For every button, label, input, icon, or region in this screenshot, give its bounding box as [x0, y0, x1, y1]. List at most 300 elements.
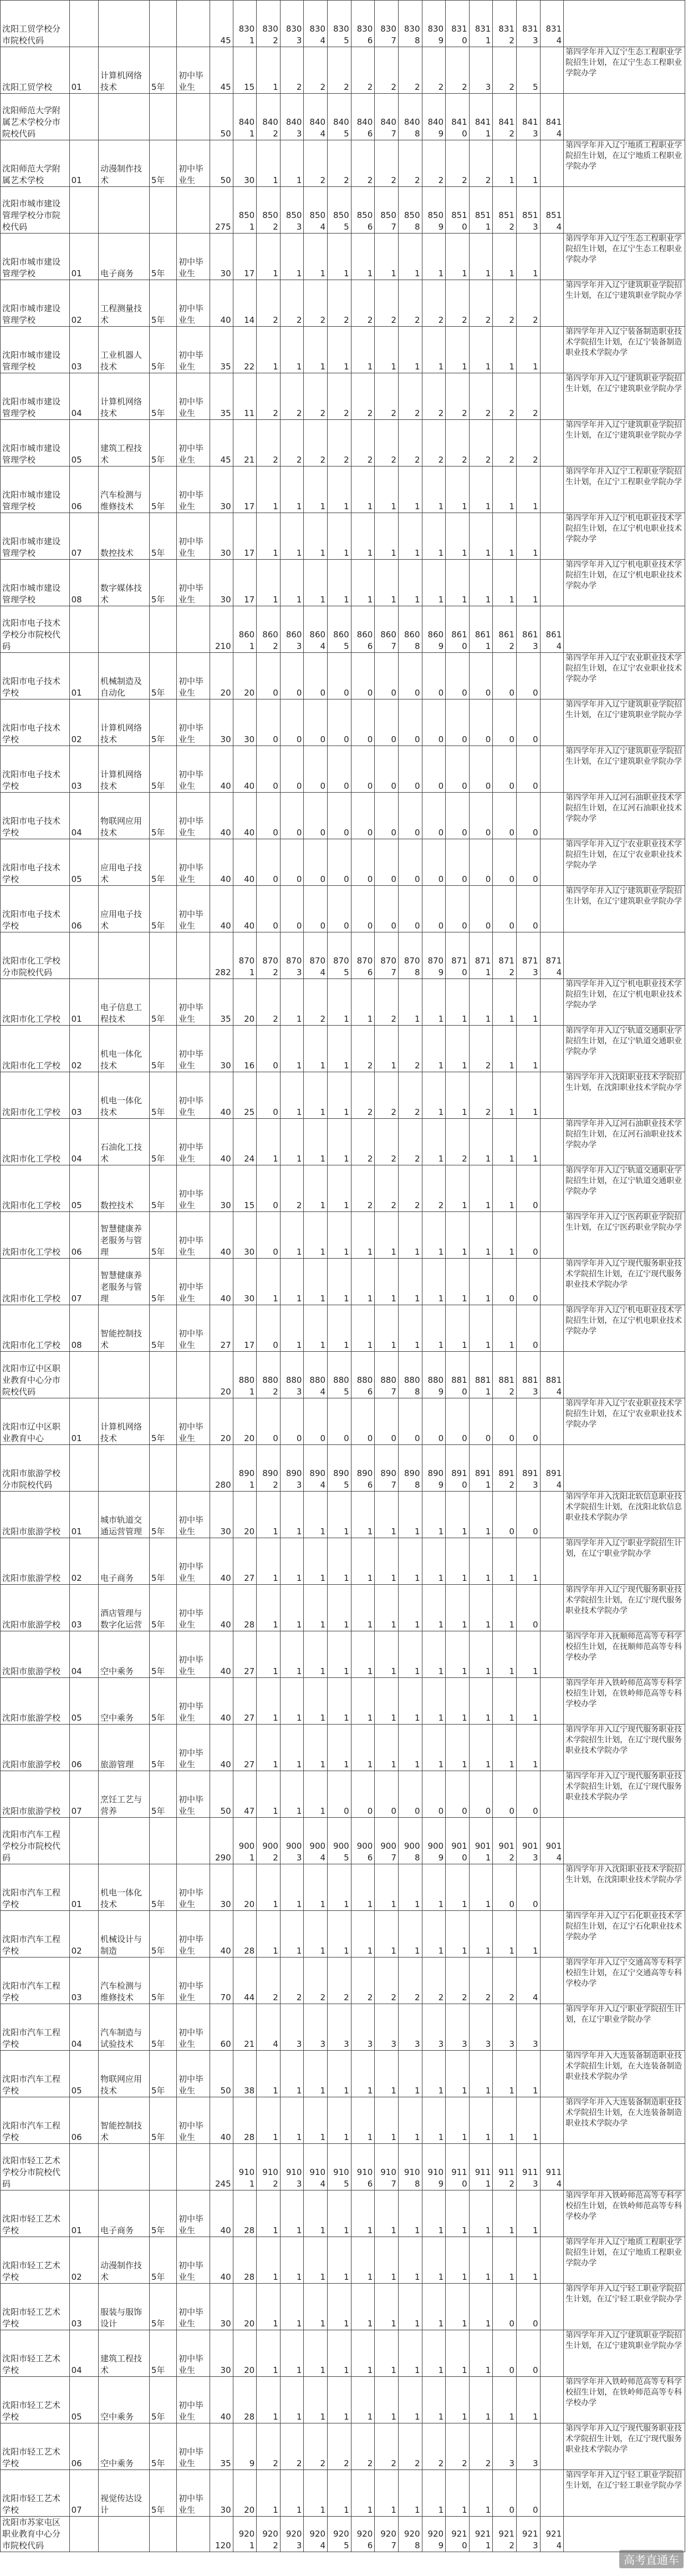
- major-name-cell: 酒店管理与数字化运营: [99, 1585, 150, 1631]
- region-plan-cell: 2: [351, 1026, 375, 1072]
- major-code-cell: 01: [69, 1492, 98, 1538]
- level-cell: 初中毕业生: [177, 979, 210, 1026]
- remark-cell: 第四学年并入辽宁机电职业技术学院招生计划，在辽宁机电职业技术学院办学: [564, 560, 685, 606]
- region-code-cell: 8508: [398, 187, 422, 234]
- major-code-cell: [69, 94, 98, 140]
- region-plan-cell: 0: [446, 1398, 470, 1445]
- level-cell: 初中毕业生: [177, 1492, 210, 1538]
- region-plan-cell: 1: [351, 1725, 375, 1771]
- region-plan-cell: 2: [257, 1958, 281, 2004]
- plan-total-cell: 45: [210, 1, 233, 47]
- major-code-cell: 04: [69, 1631, 98, 1678]
- region-plan-cell: 2: [375, 1072, 399, 1119]
- region-plan-cell: 1: [375, 2237, 399, 2284]
- school-name-cell: 沈阳市轻工艺术学校分市院校代码: [1, 2144, 70, 2190]
- table-row: [1, 839, 685, 886]
- region-plan-cell: 1: [375, 1631, 399, 1678]
- major-name-cell: 应用电子技术: [99, 886, 150, 932]
- region-code-cell: 9010: [446, 1818, 470, 1864]
- region-plan-cell: 1: [516, 560, 540, 606]
- region-plan-cell: 0: [516, 1492, 540, 1538]
- region-plan-cell: 2: [469, 1958, 493, 2004]
- region-plan-cell: 0: [469, 839, 493, 886]
- plan-total-cell: 40: [210, 793, 233, 839]
- table-row: [1, 2377, 685, 2423]
- region-plan-cell: 2: [257, 979, 281, 1026]
- region-plan-cell: 1: [375, 560, 399, 606]
- school-name-cell: 沈阳市电子技术学校: [1, 839, 70, 886]
- region-plan-cell: 1: [280, 979, 304, 1026]
- region-plan-cell: 1: [493, 1911, 517, 1958]
- region-plan-cell: 0: [422, 653, 446, 699]
- region-plan-cell: 0: [446, 886, 470, 932]
- region-plan-cell: 1: [398, 2330, 422, 2377]
- duration-cell: 5年: [149, 513, 176, 560]
- duration-cell: 5年: [149, 1259, 176, 1305]
- region-plan-cell: 27: [233, 1725, 257, 1771]
- region-plan-cell: 0: [257, 653, 281, 699]
- table-row: [1, 2097, 685, 2144]
- plan-total-cell: 40: [210, 1725, 233, 1771]
- region-code-cell: 8514: [540, 187, 564, 234]
- remark-cell: [564, 187, 685, 234]
- region-plan-cell: 0: [516, 1212, 540, 1259]
- table-body: [1, 1, 685, 2552]
- region-plan-cell: 2: [351, 1958, 375, 2004]
- table-row: [1, 2051, 685, 2097]
- region-code-cell: 8312: [493, 1, 517, 47]
- region-code-cell: 8513: [516, 187, 540, 234]
- region-plan-cell: 1: [375, 1259, 399, 1305]
- level-cell: 初中毕业生: [177, 513, 210, 560]
- major-code-cell: 07: [69, 1259, 98, 1305]
- table-row: [1, 1072, 685, 1119]
- region-plan-cell: 1: [469, 2237, 493, 2284]
- region-plan-cell: 1: [516, 2097, 540, 2144]
- major-name-cell: 计算机网络技术: [99, 746, 150, 793]
- region-plan-cell: 1: [375, 2051, 399, 2097]
- region-plan-cell: 3: [375, 2004, 399, 2051]
- region-plan-cell: 1: [493, 1305, 517, 1352]
- school-name-cell: 沈阳市轻工艺术学校: [1, 2423, 70, 2470]
- level-cell: 初中毕业生: [177, 234, 210, 280]
- duration-cell: [149, 1445, 176, 1492]
- region-plan-cell: 1: [398, 234, 422, 280]
- remark-cell: 第四学年并入辽宁建筑职业学院招生计划，在辽宁建筑职业学院办学: [564, 699, 685, 746]
- region-plan-cell: 1: [304, 1911, 328, 1958]
- region-code-cell: 8805: [328, 1352, 351, 1398]
- region-code-cell: 8305: [328, 1, 351, 47]
- table-row: [1, 2330, 685, 2377]
- region-plan-cell: 1: [375, 1026, 399, 1072]
- duration-cell: 5年: [149, 373, 176, 420]
- region-plan-cell: 1: [304, 1305, 328, 1352]
- major-code-cell: 08: [69, 560, 98, 606]
- plan-total-cell: 70: [210, 1958, 233, 2004]
- major-name-cell: 数控技术: [99, 1165, 150, 1212]
- school-name-cell: 沈阳市化工学校: [1, 1305, 70, 1352]
- plan-total-cell: 30: [210, 2470, 233, 2517]
- region-plan-cell: 1: [280, 2190, 304, 2237]
- region-plan-cell: 1: [304, 234, 328, 280]
- remark-cell: 第四学年并入辽宁建筑职业学院招生计划，在辽宁建筑职业学院办学: [564, 280, 685, 327]
- region-plan-cell: 1: [446, 1026, 470, 1072]
- school-name-cell: 沈阳市城市建设管理学校: [1, 234, 70, 280]
- school-name-cell: 沈阳市旅游学校: [1, 1631, 70, 1678]
- region-plan-cell: 0: [469, 886, 493, 932]
- region-plan-cell: 0: [280, 746, 304, 793]
- major-name-cell: 智慧健康养老服务与管理: [99, 1212, 150, 1259]
- region-plan-cell: [540, 234, 564, 280]
- major-code-cell: 04: [69, 373, 98, 420]
- region-code-cell: 8906: [351, 1445, 375, 1492]
- region-plan-cell: 1: [422, 2237, 446, 2284]
- school-name-cell: 沈阳市城市建设管理学校: [1, 466, 70, 513]
- table-row: [1, 1259, 685, 1305]
- major-code-cell: 01: [69, 1398, 98, 1445]
- region-plan-cell: 1: [422, 560, 446, 606]
- major-name-cell: 计算机网络技术: [99, 1398, 150, 1445]
- major-code-cell: 01: [69, 47, 98, 94]
- region-plan-cell: [540, 1305, 564, 1352]
- region-plan-cell: 1: [257, 1119, 281, 1165]
- region-plan-cell: 0: [422, 793, 446, 839]
- region-code-cell: 8501: [233, 187, 257, 234]
- region-plan-cell: 1: [398, 327, 422, 373]
- school-name-cell: 沈阳市汽车工程学校: [1, 1911, 70, 1958]
- major-name-cell: 机电一体化技术: [99, 1026, 150, 1072]
- region-plan-cell: 0: [398, 746, 422, 793]
- region-plan-cell: 0: [493, 2284, 517, 2330]
- region-plan-cell: 1: [516, 1119, 540, 1165]
- region-plan-cell: 1: [351, 234, 375, 280]
- region-code-cell: 9113: [516, 2144, 540, 2190]
- region-plan-cell: [540, 2051, 564, 2097]
- region-plan-cell: 1: [446, 1631, 470, 1678]
- major-code-cell: [69, 2517, 98, 2552]
- region-plan-cell: 1: [398, 1305, 422, 1352]
- region-code-cell: 9107: [375, 2144, 399, 2190]
- region-plan-cell: 1: [516, 1072, 540, 1119]
- plan-total-cell: 50: [210, 1771, 233, 1818]
- region-plan-cell: 1: [493, 513, 517, 560]
- region-code-cell: 8806: [351, 1352, 375, 1398]
- region-code-cell: 9210: [446, 2517, 470, 2552]
- region-plan-cell: 3: [446, 2004, 470, 2051]
- region-code-cell: 8609: [422, 606, 446, 653]
- region-code-cell: 8606: [351, 606, 375, 653]
- region-plan-cell: 1: [257, 47, 281, 94]
- region-plan-cell: 2: [257, 420, 281, 466]
- level-cell: 初中毕业生: [177, 1119, 210, 1165]
- region-plan-cell: 1: [328, 1259, 351, 1305]
- region-plan-cell: 1: [422, 327, 446, 373]
- region-plan-cell: [540, 653, 564, 699]
- remark-cell: 第四学年并入辽宁现代服务职业技术学院招生计划，在辽宁现代服务职业技术学院办学: [564, 1585, 685, 1631]
- region-plan-cell: 2: [257, 2423, 281, 2470]
- region-plan-cell: 1: [398, 1259, 422, 1305]
- region-plan-cell: 0: [446, 746, 470, 793]
- region-plan-cell: 28: [233, 1585, 257, 1631]
- table-row: [1, 1538, 685, 1585]
- region-plan-cell: [540, 979, 564, 1026]
- region-plan-cell: 1: [280, 1259, 304, 1305]
- remark-cell: 第四学年并入辽宁现代服务职业技术学院招生计划，在辽宁现代服务职业技术学院办学: [564, 1771, 685, 1818]
- region-plan-cell: 1: [493, 1631, 517, 1678]
- major-code-cell: 05: [69, 420, 98, 466]
- region-code-cell: 9012: [493, 1818, 517, 1864]
- region-plan-cell: 1: [422, 513, 446, 560]
- region-plan-cell: 1: [516, 2190, 540, 2237]
- region-plan-cell: 0: [328, 1398, 351, 1445]
- table-row: [1, 234, 685, 280]
- table-row: [1, 1212, 685, 1259]
- region-code-cell: 9201: [233, 2517, 257, 2552]
- school-name-cell: 沈阳市化工学校: [1, 1165, 70, 1212]
- region-plan-cell: 1: [422, 2377, 446, 2423]
- region-plan-cell: 1: [493, 560, 517, 606]
- region-code-cell: 8604: [304, 606, 328, 653]
- level-cell: 初中毕业生: [177, 1864, 210, 1911]
- major-code-cell: 04: [69, 2330, 98, 2377]
- region-plan-cell: 1: [304, 1631, 328, 1678]
- region-plan-cell: 2: [375, 1119, 399, 1165]
- region-plan-cell: 2: [398, 280, 422, 327]
- region-plan-cell: 1: [304, 2190, 328, 2237]
- region-plan-cell: 0: [516, 653, 540, 699]
- region-code-cell: 8809: [422, 1352, 446, 1398]
- school-code-row: [1, 2517, 685, 2552]
- region-plan-cell: 3: [469, 2004, 493, 2051]
- major-name-cell: [99, 932, 150, 979]
- region-plan-cell: [540, 839, 564, 886]
- duration-cell: 5年: [149, 2051, 176, 2097]
- region-code-cell: 8413: [516, 94, 540, 140]
- region-plan-cell: 1: [493, 1119, 517, 1165]
- region-code-cell: 8309: [422, 1, 446, 47]
- major-name-cell: 石油化工技术: [99, 1119, 150, 1165]
- remark-cell: [564, 1352, 685, 1398]
- plan-total-cell: 40: [210, 280, 233, 327]
- region-plan-cell: 1: [328, 2470, 351, 2517]
- region-code-cell: 9105: [328, 2144, 351, 2190]
- region-plan-cell: 2: [446, 1119, 470, 1165]
- region-code-cell: 8605: [328, 606, 351, 653]
- region-plan-cell: 1: [257, 2470, 281, 2517]
- school-name-cell: 沈阳市城市建设管理学校: [1, 560, 70, 606]
- region-plan-cell: 21: [233, 420, 257, 466]
- region-plan-cell: 0: [446, 653, 470, 699]
- region-code-cell: 8505: [328, 187, 351, 234]
- region-plan-cell: 1: [422, 979, 446, 1026]
- region-plan-cell: 1: [398, 1864, 422, 1911]
- region-plan-cell: 1: [280, 560, 304, 606]
- region-plan-cell: 1: [375, 2377, 399, 2423]
- school-name-cell: 沈阳市旅游学校: [1, 1771, 70, 1818]
- region-plan-cell: 0: [257, 1165, 281, 1212]
- duration-cell: 5年: [149, 466, 176, 513]
- school-name-cell: 沈阳市化工学校: [1, 979, 70, 1026]
- region-plan-cell: 1: [328, 466, 351, 513]
- region-plan-cell: 3: [422, 2004, 446, 2051]
- region-plan-cell: 0: [493, 699, 517, 746]
- region-plan-cell: 2: [304, 47, 328, 94]
- region-code-cell: 8907: [375, 1445, 399, 1492]
- school-name-cell: 沈阳市汽车工程学校: [1, 2097, 70, 2144]
- plan-total-cell: 245: [210, 2144, 233, 2190]
- plan-total-cell: 60: [210, 2004, 233, 2051]
- region-plan-cell: 1: [257, 1538, 281, 1585]
- level-cell: 初中毕业生: [177, 1538, 210, 1585]
- region-plan-cell: 0: [375, 839, 399, 886]
- major-name-cell: 汽车制造与试验技术: [99, 2004, 150, 2051]
- region-plan-cell: 17: [233, 1305, 257, 1352]
- major-name-cell: [99, 187, 150, 234]
- region-plan-cell: 0: [280, 653, 304, 699]
- region-plan-cell: 2: [493, 1958, 517, 2004]
- region-code-cell: 8414: [540, 94, 564, 140]
- region-code-cell: 8908: [398, 1445, 422, 1492]
- table-row: [1, 1492, 685, 1538]
- region-code-cell: 8602: [257, 606, 281, 653]
- major-code-cell: 05: [69, 2051, 98, 2097]
- region-plan-cell: 17: [233, 234, 257, 280]
- region-plan-cell: 0: [516, 1771, 540, 1818]
- region-plan-cell: 9: [233, 2423, 257, 2470]
- region-plan-cell: 0: [375, 653, 399, 699]
- region-plan-cell: 1: [257, 1631, 281, 1678]
- region-plan-cell: 1: [493, 1026, 517, 1072]
- major-code-cell: 02: [69, 1911, 98, 1958]
- region-plan-cell: 1: [304, 513, 328, 560]
- level-cell: [177, 187, 210, 234]
- region-code-cell: 8706: [351, 932, 375, 979]
- region-plan-cell: 1: [446, 234, 470, 280]
- region-code-cell: 9111: [469, 2144, 493, 2190]
- remark-cell: 第四学年并入辽宁装备制造职业技术学院招生计划，在辽宁装备制造职业技术学院办学: [564, 327, 685, 373]
- major-name-cell: 机电一体化技术: [99, 1864, 150, 1911]
- duration-cell: 5年: [149, 1958, 176, 2004]
- region-plan-cell: 2: [398, 373, 422, 420]
- major-name-cell: 汽车检测与维修技术: [99, 466, 150, 513]
- region-plan-cell: 1: [328, 2237, 351, 2284]
- region-plan-cell: 2: [304, 140, 328, 187]
- level-cell: 初中毕业生: [177, 1165, 210, 1212]
- remark-cell: 第四学年并入辽宁建筑职业学院招生计划，在辽宁建筑职业学院办学: [564, 886, 685, 932]
- region-plan-cell: 20: [233, 979, 257, 1026]
- region-plan-cell: 0: [257, 839, 281, 886]
- region-code-cell: 9214: [540, 2517, 564, 2552]
- region-code-cell: 9004: [304, 1818, 328, 1864]
- school-name-cell: 沈阳工贸学校分市院校代码: [1, 1, 70, 47]
- region-plan-cell: 1: [398, 513, 422, 560]
- school-code-row: [1, 2144, 685, 2190]
- region-plan-cell: 0: [351, 746, 375, 793]
- region-plan-cell: 2: [469, 2423, 493, 2470]
- region-plan-cell: 1: [446, 1911, 470, 1958]
- region-plan-cell: 1: [257, 2330, 281, 2377]
- duration-cell: 5年: [149, 1771, 176, 1818]
- region-plan-cell: 1: [446, 2190, 470, 2237]
- region-plan-cell: 0: [516, 1398, 540, 1445]
- region-plan-cell: 1: [398, 560, 422, 606]
- region-code-cell: 8601: [233, 606, 257, 653]
- duration-cell: 5年: [149, 1165, 176, 1212]
- region-plan-cell: 1: [446, 1072, 470, 1119]
- region-code-cell: 8701: [233, 932, 257, 979]
- region-plan-cell: 1: [469, 560, 493, 606]
- region-plan-cell: 2: [351, 140, 375, 187]
- major-code-cell: 03: [69, 2284, 98, 2330]
- remark-cell: 第四学年并入辽宁石化职业技术学院招生计划，在辽宁石化职业技术学院办学: [564, 1911, 685, 1958]
- region-plan-cell: [540, 140, 564, 187]
- region-plan-cell: 3: [516, 2004, 540, 2051]
- region-plan-cell: 1: [469, 1631, 493, 1678]
- region-plan-cell: 1: [516, 2237, 540, 2284]
- region-plan-cell: 1: [469, 1119, 493, 1165]
- remark-cell: 第四学年并入沈阳职业技术学院招生计划，在沈阳职业技术学院办学: [564, 1072, 685, 1119]
- level-cell: 初中毕业生: [177, 2190, 210, 2237]
- region-plan-cell: 1: [280, 513, 304, 560]
- region-plan-cell: [540, 746, 564, 793]
- region-plan-cell: 1: [304, 2237, 328, 2284]
- table-row: [1, 140, 685, 187]
- region-plan-cell: 1: [280, 2330, 304, 2377]
- region-plan-cell: 1: [516, 327, 540, 373]
- duration-cell: 5年: [149, 280, 176, 327]
- duration-cell: 5年: [149, 839, 176, 886]
- region-plan-cell: 0: [446, 839, 470, 886]
- major-name-cell: 机械设计与制造: [99, 1911, 150, 1958]
- region-plan-cell: [540, 2190, 564, 2237]
- major-name-cell: 电子商务: [99, 2190, 150, 2237]
- region-plan-cell: 1: [422, 1259, 446, 1305]
- region-plan-cell: 1: [257, 234, 281, 280]
- region-plan-cell: 2: [446, 420, 470, 466]
- region-plan-cell: 0: [351, 793, 375, 839]
- region-plan-cell: 0: [469, 1771, 493, 1818]
- region-plan-cell: 1: [351, 2237, 375, 2284]
- region-plan-cell: 2: [328, 280, 351, 327]
- remark-cell: 第四学年并入辽宁农业职业技术学院招生计划，在辽宁农业职业技术学院办学: [564, 1398, 685, 1445]
- region-plan-cell: 1: [375, 2190, 399, 2237]
- duration-cell: 5年: [149, 1864, 176, 1911]
- remark-cell: 第四学年并入大连装备制造职业技术学院招生计划，在大连装备制造职业技术学院办学: [564, 2097, 685, 2144]
- region-plan-cell: 1: [516, 1538, 540, 1585]
- level-cell: 初中毕业生: [177, 2330, 210, 2377]
- region-plan-cell: 2: [398, 1165, 422, 1212]
- level-cell: 初中毕业生: [177, 466, 210, 513]
- remark-cell: 第四学年并入辽宁职业学院招生计划，在辽宁职业学院办学: [564, 2004, 685, 2051]
- region-plan-cell: 1: [257, 1585, 281, 1631]
- duration-cell: 5年: [149, 653, 176, 699]
- region-plan-cell: [540, 2097, 564, 2144]
- region-code-cell: 9209: [422, 2517, 446, 2552]
- region-plan-cell: 1: [280, 2051, 304, 2097]
- region-plan-cell: 1: [446, 1259, 470, 1305]
- school-name-cell: 沈阳市旅游学校: [1, 1678, 70, 1725]
- region-plan-cell: 2: [398, 2423, 422, 2470]
- duration-cell: 5年: [149, 1119, 176, 1165]
- region-plan-cell: 0: [446, 699, 470, 746]
- region-plan-cell: 1: [257, 327, 281, 373]
- region-plan-cell: 1: [304, 2284, 328, 2330]
- region-plan-cell: 1: [446, 466, 470, 513]
- region-plan-cell: 1: [351, 1585, 375, 1631]
- region-plan-cell: [540, 1398, 564, 1445]
- region-plan-cell: 1: [398, 1538, 422, 1585]
- school-name-cell: 沈阳市旅游学校: [1, 1725, 70, 1771]
